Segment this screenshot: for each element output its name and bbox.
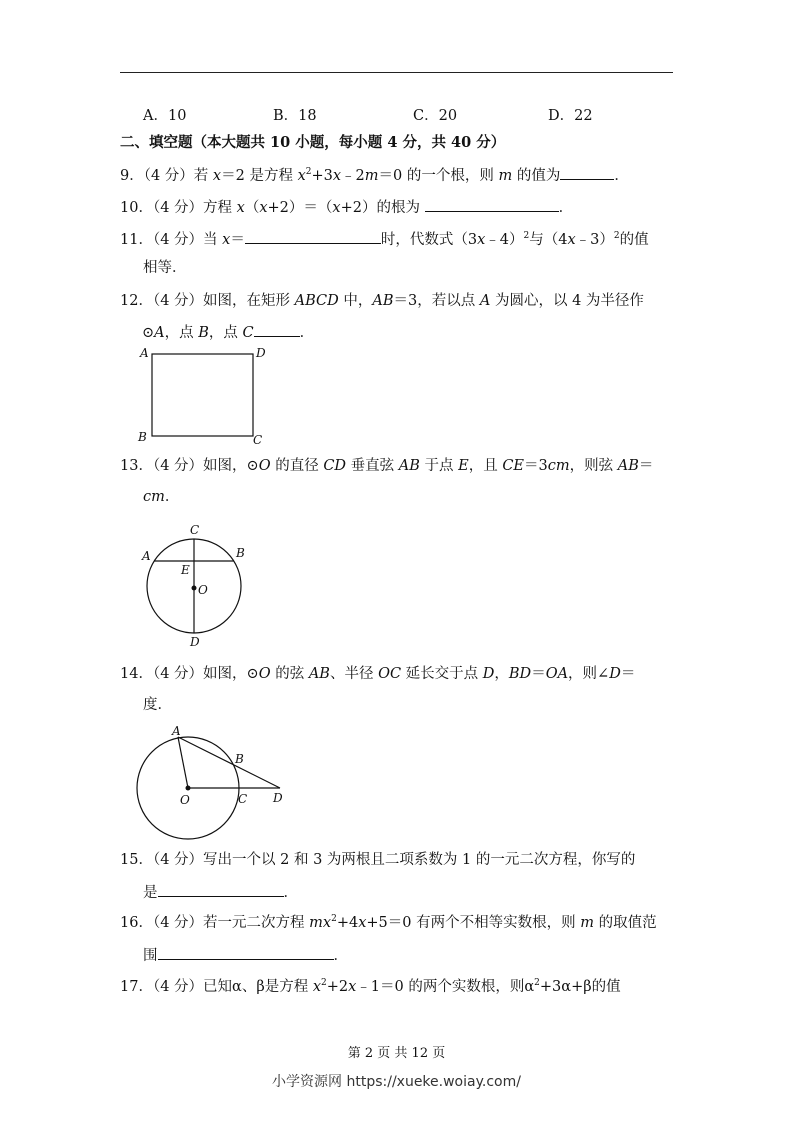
question-15-cont: 是 ． — [143, 882, 298, 903]
option-d: D．22 — [548, 108, 593, 124]
circle-figure-14 — [130, 722, 295, 840]
label-a: A — [172, 724, 181, 738]
label-d: D — [273, 791, 283, 805]
question-14-cont: 度． — [143, 697, 172, 713]
question-12-cont: ⊙A，点 B，点 C ． — [142, 322, 314, 343]
option-c: C．20 — [413, 108, 458, 124]
center-dot — [186, 786, 191, 791]
question-11: 11．（4 分）当 x＝ 时，代数式（3x﹣4）$^2$与（4x﹣3）$^2$的值 — [120, 231, 649, 248]
label-b: B — [235, 752, 244, 766]
label-a: A — [140, 346, 149, 360]
question-12: 12．（4 分）如图，在矩形 ABCD 中，AB＝3，若以点 A 为圆心，以 4 为半径作 — [120, 293, 644, 309]
option-b: B．18 — [273, 108, 317, 124]
question-9: 9．（4 分）若 x＝2 是方程 $x^2+3x﹣2m=0$ 的一个根，则 m 的值为 ． — [120, 167, 629, 184]
answer-blank-12[interactable] — [254, 322, 300, 337]
site-watermark: 小学资源网 https://xueke.woiay.com/ — [272, 1074, 521, 1090]
question-13-cont: cm． — [143, 489, 180, 505]
answer-blank-15[interactable] — [158, 882, 284, 897]
label-o: O — [198, 583, 208, 597]
circle-figure-13 — [130, 518, 260, 650]
label-b: B — [236, 546, 245, 560]
rectangle-abcd — [152, 354, 253, 436]
question-17: 17．（4 分）已知α、β是方程 $x^2+2x﹣1=0$ 的两个实数根，则$\alpha^2+3\alpha+\beta$的值 — [120, 978, 621, 995]
label-b: B — [138, 430, 147, 444]
label-a: A — [142, 549, 151, 563]
section-title: 二、填空题（本大题共 10 小题，每小题 4 分，共 40 分） — [120, 134, 506, 151]
question-10: 10．（4 分）方程 x（x+2）＝（x+2）的根为 ． — [120, 197, 573, 218]
answer-blank-10[interactable] — [425, 197, 559, 212]
question-13: 13．（4 分）如图，⊙O 的直径 CD 垂直弦 AB 于点 E，且 CE＝3cm，则弦 AB＝ — [120, 458, 654, 474]
question-14: 14．（4 分）如图，⊙O 的弦 AB、半径 OC 延长交于点 D，BD＝OA，则∠D＝ — [120, 666, 636, 682]
radius-oa — [178, 737, 188, 788]
question-16: 16．（4 分）若一元二次方程 $mx^2+4x+5=0$ 有两个不相等实数根，则 m 的取值范 — [120, 914, 657, 931]
question-15: 15．（4 分）写出一个以 2 和 3 为两根且二项系数为 1 的一元二次方程，你写的 — [120, 852, 636, 868]
line-ad — [178, 737, 280, 788]
label-c: C — [190, 523, 200, 537]
option-a: A．10 — [143, 108, 187, 124]
label-d: D — [256, 346, 266, 360]
answer-blank-9[interactable] — [560, 165, 614, 180]
answer-blank-11[interactable] — [245, 229, 381, 244]
answer-blank-16[interactable] — [158, 945, 334, 960]
question-11-cont: 相等． — [143, 260, 187, 276]
label-d: D — [190, 635, 200, 649]
label-c: C — [238, 792, 248, 806]
question-16-cont: 围 ． — [143, 945, 348, 966]
label-e: E — [181, 563, 190, 577]
label-o: O — [180, 793, 190, 807]
center-dot — [192, 586, 197, 591]
top-rule — [120, 72, 673, 73]
page-footer: 第 2 页 共 12 页 — [347, 1046, 446, 1061]
label-c: C — [253, 433, 263, 447]
rectangle-figure — [130, 340, 275, 450]
